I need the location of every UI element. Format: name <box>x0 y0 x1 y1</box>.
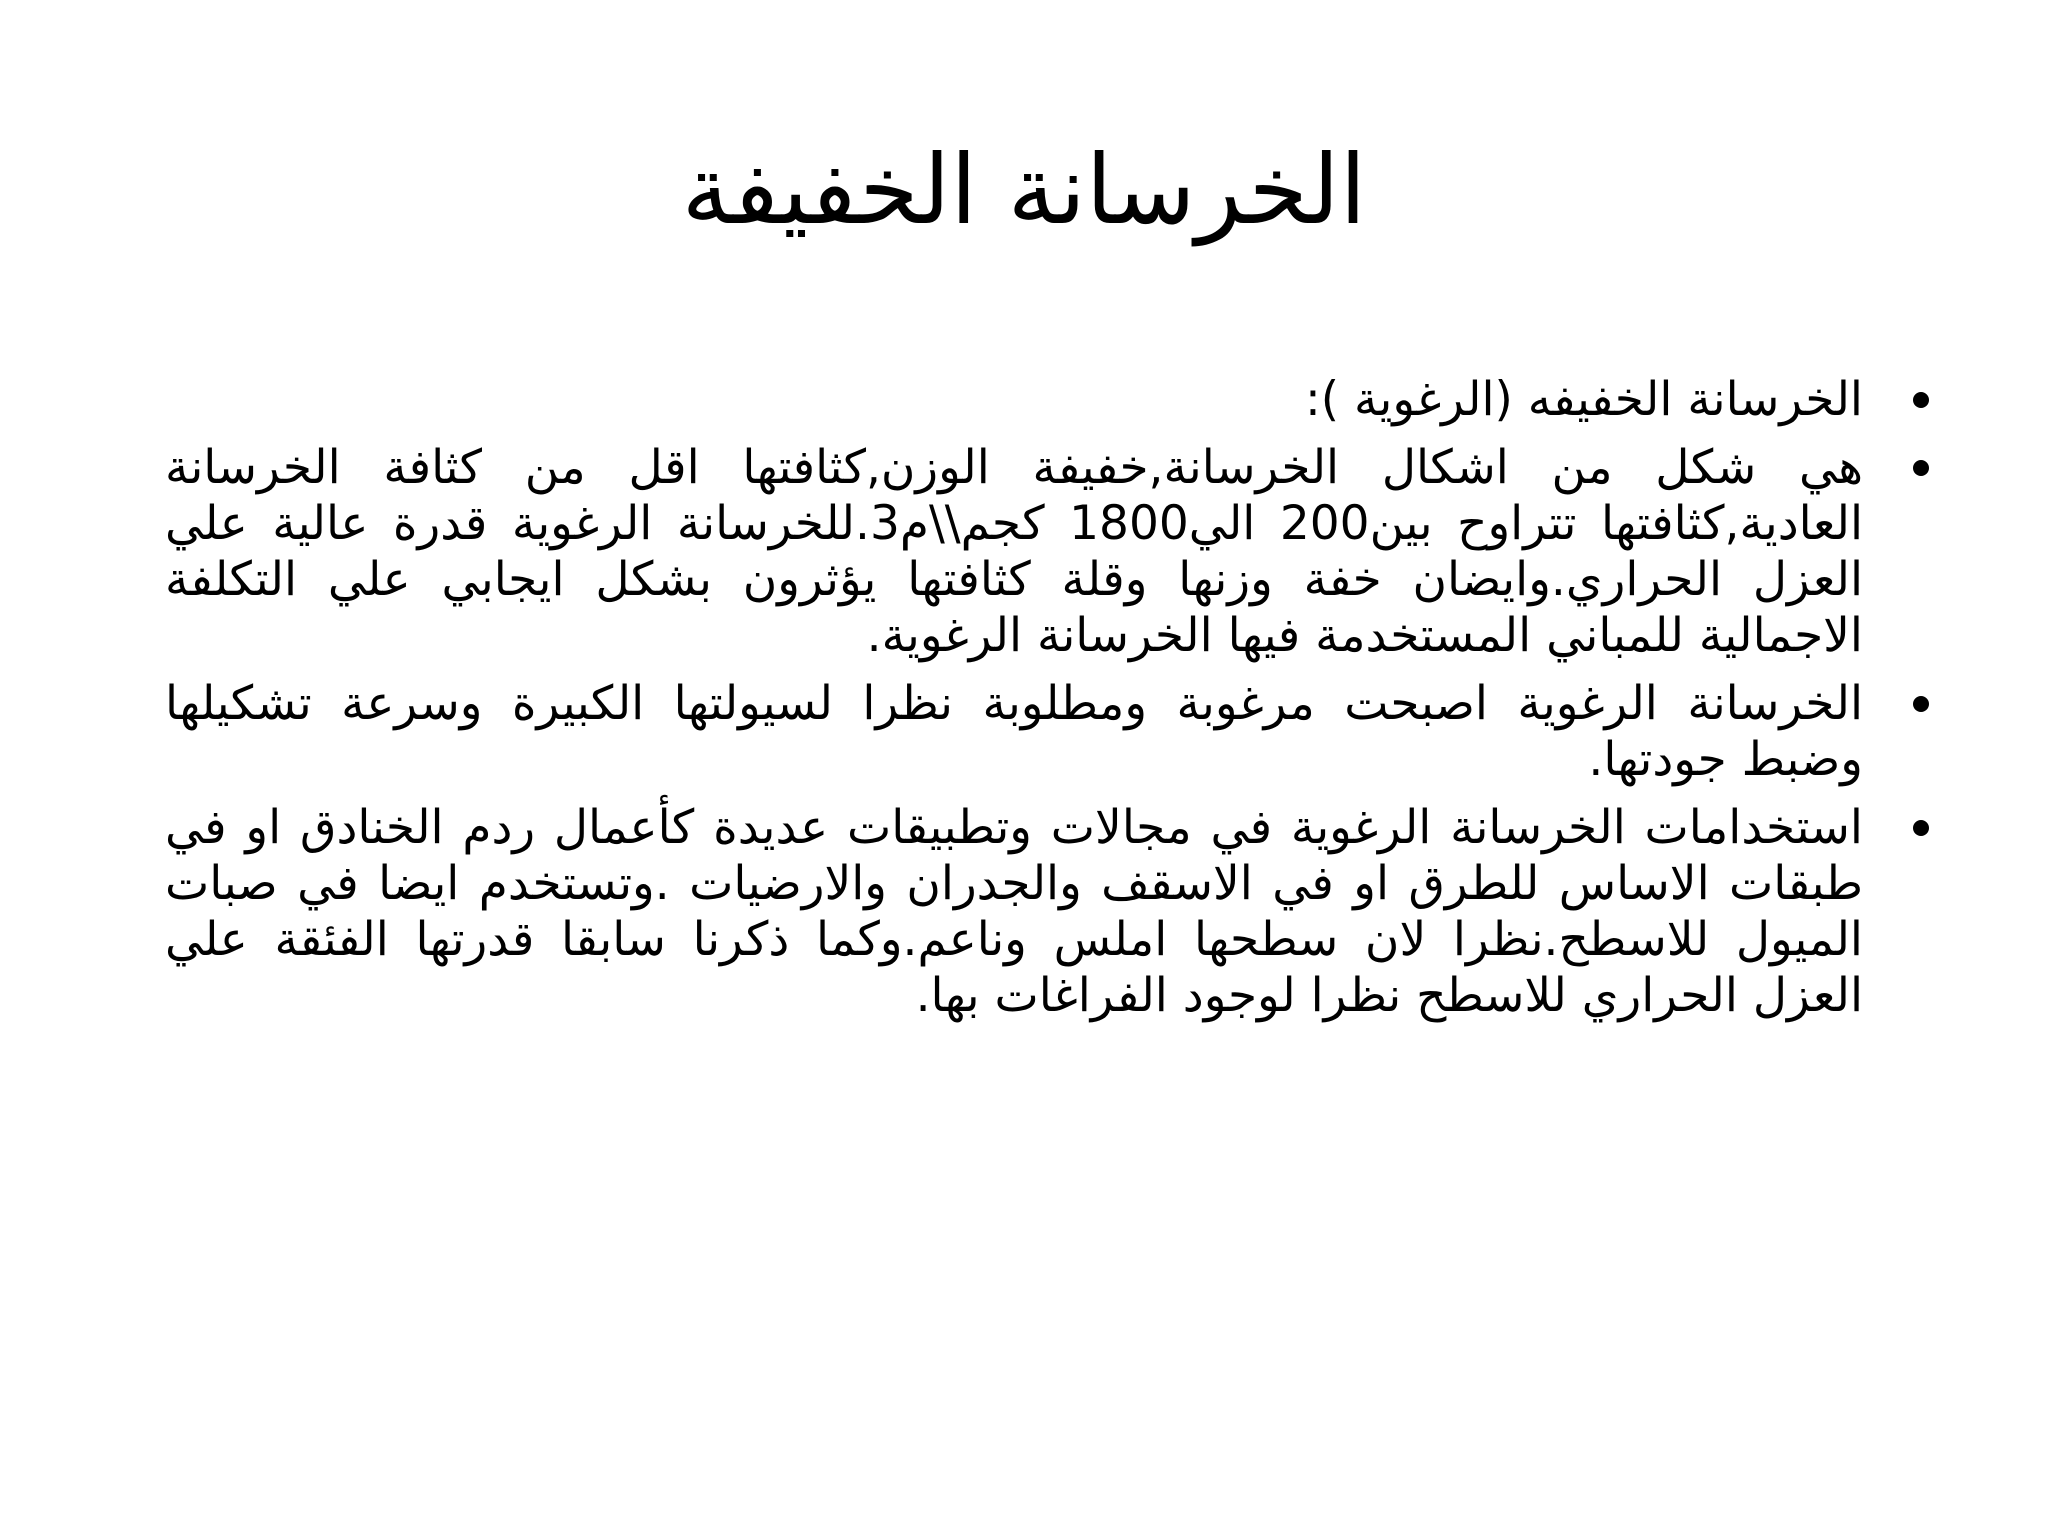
bullet-item <box>165 800 1875 1024</box>
bullet-text: هي شكل من اشكال الخرسانة,خفيفة الوزن,كثافتها اقل من كثافة الخرسانة العادية,كثافتها تتراوح بين200 الي1800 كجم\\م3.للخرسانة الرغوية قدرة عالية علي العزل الحراري.وايضان خفة وزنها وقلة كثافتها يؤثرون بشكل ايجابي علي التكلفة الاجمالية للمباني المستخدمة فيها الخرسانة الرغوية. <box>165 440 1863 663</box>
bullet-text: الخرسانة الخفيفه (الرغوية ): <box>1304 372 1863 427</box>
bullet-dot-icon <box>1913 392 1929 408</box>
bullet-dot-icon <box>1913 696 1929 712</box>
bullet-item <box>165 372 1875 428</box>
bullet-item <box>165 440 1875 664</box>
slide-title: الخرسانة الخفيفة <box>681 134 1367 246</box>
bullet-dot-icon <box>1913 820 1929 836</box>
bullet-item <box>165 676 1875 788</box>
bullet-list <box>165 372 1875 1036</box>
bullet-dot-icon <box>1913 460 1929 476</box>
bullet-text: استخدامات الخرسانة الرغوية في مجالات وتطبيقات عديدة كأعمال ردم الخنادق او في طبقات الاساس للطرق او في الاسقف والجدران والارضيات .وتستخدم ايضا في صبات الميول للاسطح.نظرا لان سطحها املس وناعم.وكما ذكرنا سابقا قدرتها الفئقة علي العزل الحراري للاسطح نظرا لوجود الفراغات بها. <box>165 800 1863 1023</box>
bullet-text: الخرسانة الرغوية اصبحت مرغوبة ومطلوبة نظرا لسيولتها الكبيرة وسرعة تشكيلها وضبط جودتها. <box>165 676 1863 787</box>
